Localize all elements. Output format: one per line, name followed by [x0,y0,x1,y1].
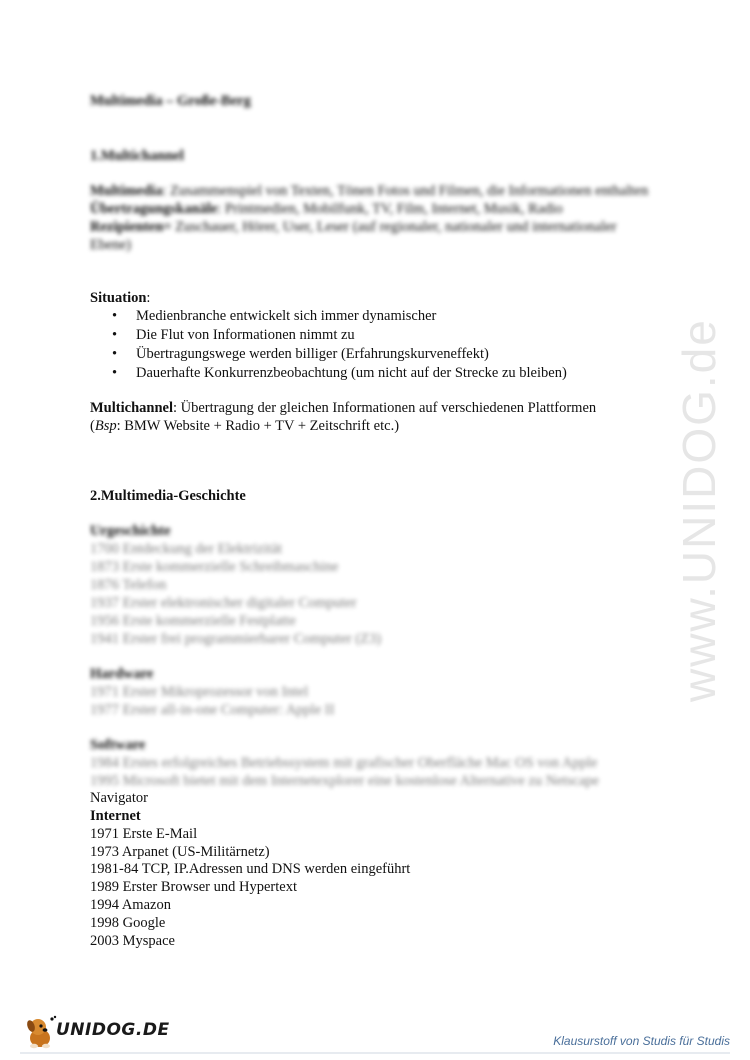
list-item: 1977 Erster all-in-one Computer: Apple II [90,702,335,718]
situation-label [90,289,150,307]
definition-text: : Zusammenspiel von Texten, Tönen Fotos und Filmen, die Informationen enthalten [162,183,649,199]
situation-list [112,307,567,383]
list-item: • Dauerhafte Konkurrenzbeobachtung (um nicht auf der Strecke zu bleiben) [112,364,567,383]
multichannel-definition [90,399,690,435]
software-heading: Software [90,737,146,753]
definition-multimedia [90,182,650,200]
list-item: 1981-84 TCP, IP.Adressen und DNS werden eingeführt [90,861,411,878]
document-title: Multimedia – Große-Berg [90,93,251,109]
example-text: : BMW Website + Radio + TV + Zeitschrift etc.) [116,418,400,434]
definition-term: Rezipienten= [90,219,172,235]
list-item: • Die Flut von Informationen nimmt zu [112,326,567,345]
footer-tagline: Klausurstoff von Studis für Studis [553,1034,730,1048]
section-heading-geschichte: 2.Multimedia-Geschichte [90,488,246,504]
definition-rezipienten [90,218,650,254]
example-open: ( [90,418,95,434]
logo-text: UNIDOG.DE [56,1020,170,1040]
multichannel-text: : Übertragung der gleichen Informationen auf verschiedenen Plattformen [172,400,597,416]
footer-rule [20,1052,730,1054]
example-label: Bsp [94,418,117,434]
urgeschichte-block [90,522,381,648]
list-item: 1971 Erste E-Mail [90,825,198,842]
software-continuation: Navigator [90,790,148,806]
definition-term: Multimedia [90,183,163,199]
watermark-text: www.UNIDOG.de [673,318,725,702]
list-item: • Übertragungswege werden billiger (Erfahrungskurveneffekt) [112,345,567,364]
list-item: 1971 Erster Mikroprozessor von Intel [90,684,309,700]
multichannel-line [90,399,690,417]
definitions-block [90,182,650,254]
situation-term: Situation [90,290,147,306]
urgeschichte-heading: Urgeschichte [90,523,171,539]
list-item: 1873 Erste kommerzielle Schreibmaschine [90,559,339,575]
list-item: 2003 Myspace [90,932,175,949]
list-item: 1973 Arpanet (US-Militärnetz) [90,843,270,860]
list-item: 1937 Erster elektronischer digitaler Computer [90,595,357,611]
list-item: 1956 Erste kommerzielle Festplatte [90,613,296,629]
section-heading-multichannel: 1.Multichannel [90,148,184,164]
internet-block [90,807,410,949]
list-item: 1998 Google [90,914,166,931]
hardware-block [90,665,334,719]
definition-text: : Printmedien, Mobilfunk, TV, Film, Internet, Musik, Radio [217,201,563,217]
multichannel-term: Multichannel [90,400,173,416]
internet-heading: Internet [90,808,141,824]
software-block [90,736,599,807]
hardware-heading: Hardware [90,666,154,682]
list-item: 1995 Microsoft bietet mit dem Internetexplorer eine kostenlose Alternative zu Netscape [90,773,599,789]
list-item: 1700 Entdeckung der Elektrizität [90,541,283,557]
definition-text: Zuschauer, Hörer, User, Leser (auf regionaler, nationaler und internationaler Ebene) [90,219,617,253]
list-item: 1989 Erster Browser und Hypertext [90,879,297,896]
definition-uebertragungskanaele [90,200,650,218]
dog-mascot-icon [24,1014,58,1050]
list-item: 1941 Erster frei programmierbarer Computer (Z3) [90,631,382,647]
example-line [90,417,690,435]
list-item: 1994 Amazon [90,896,171,913]
definition-term: Übertragungskanäle [90,201,218,217]
list-item: 1984 Erstes erfolgreiches Betriebssystem mit grafischer Oberfläche Mac OS von Apple [90,755,598,771]
unidog-logo[interactable] [24,1014,170,1050]
list-item: • Medienbranche entwickelt sich immer dynamischer [112,307,567,326]
list-item: 1876 Telefon [90,577,167,593]
situation-colon: : [146,290,151,306]
